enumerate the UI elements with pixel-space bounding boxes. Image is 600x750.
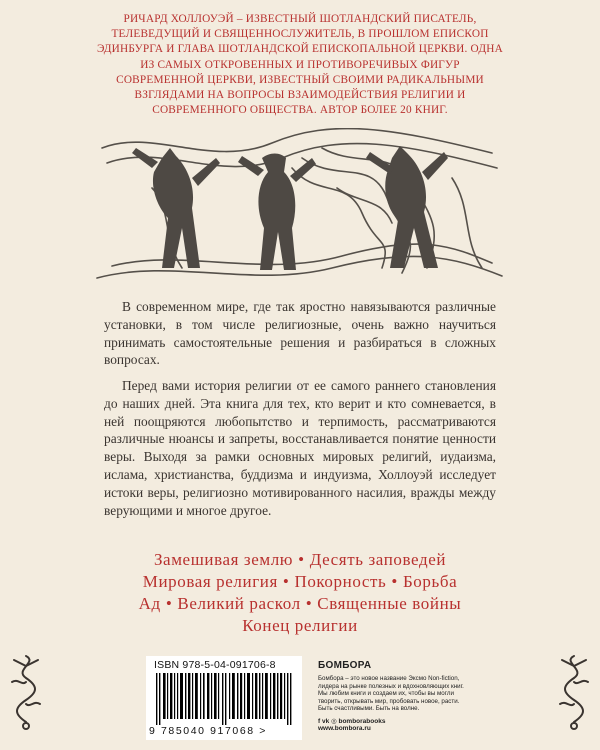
woodcut-illustration	[92, 128, 508, 288]
topic-item: Священные войны	[317, 594, 462, 613]
topics-row-2	[100, 571, 500, 593]
serpent-ornament-icon	[554, 652, 594, 732]
publisher-website: www.bombora.ru	[318, 724, 371, 732]
topic-item: Мировая религия	[142, 572, 278, 591]
author-bio: РИЧАРД ХОЛЛОУЭЙ – ИЗВЕСТНЫЙ ШОТЛАНДСКИЙ ПИСАТЕЛЬ, ТЕЛЕВЕДУЩИЙ И СВЯЩЕННОСЛУЖИТЕЛЬ, В ПРОШЛОМ ЕПИСКОП ЭДИНБУРГА И ГЛАВА ШОТЛАНДСКОЙ ЕПИСКОПАЛЬНОЙ ЦЕРКВИ. ОДНА ИЗ САМЫХ ОТКРОВЕННЫХ И ПРОТИВОРЕЧИВЫХ ФИГУР СОВРЕМЕННОЙ ЦЕРКВИ, ИЗВЕСТНЫЙ СВОИМИ РАДИКАЛЬНЫМИ ВЗГЛЯДАМИ НА ВОПРОСЫ ВЗАИМОДЕЙСТВИЯ РЕЛИГИИ И СОВРЕМЕННОГО ОБЩЕСТВА. АВТОР БОЛЕЕ 20 КНИГ.	[97, 13, 503, 117]
barcode-bars	[154, 673, 294, 725]
barcode-block	[146, 656, 302, 740]
topic-item: Покорность	[294, 572, 387, 591]
bullet-separator: •	[298, 550, 305, 569]
bullet-separator: •	[305, 594, 313, 613]
bullet-separator: •	[165, 594, 173, 613]
chapter-topics	[100, 549, 500, 637]
topic-item: Замешивая землю	[153, 550, 294, 569]
serpent-ornament-icon	[6, 652, 46, 732]
topic-item: Десять заповедей	[309, 550, 447, 569]
topic-item: Великий раскол	[177, 594, 301, 613]
description-paragraph-1: В современном мире, где так яростно навязываются различные установки, в том числе религиозные, очень важно научиться принимать самостоятельные решения и разбираться в сложных вопросах.	[104, 299, 496, 368]
topics-row-1	[100, 549, 500, 571]
description-paragraph-2: Перед вами история религии от ее самого раннего становления до наших дней. Эта книга для тех, кто верит и кто сомневается, в ней поощряются любопытство и терпимость, рассматриваются различные нюансы и запреты, восстанавливается понятие ценности веры. Выходя за рамки основных мировых религий, иудаизма, ислама, христианства, буддизма и индуизма, Холлоуэй исследует истоки веры, религиозно мотивированного насилия, вражды между верующими и многое другое.	[104, 378, 496, 518]
isbn-label: ISBN 978-5-04-091706-8	[154, 659, 276, 671]
topics-row-3	[100, 593, 500, 615]
topic-item: Конец религии	[242, 616, 358, 635]
topic-item: Борьба	[402, 572, 458, 591]
publisher-name: БОМБОРА	[318, 660, 372, 671]
bullet-separator: •	[391, 572, 398, 591]
publisher-block	[318, 660, 468, 732]
publisher-social: f vk ◎ bomborabooks	[318, 717, 386, 725]
publisher-description: Бомбора – это новое название Эксмо Non-fiction, лидера на рынке полезных и вдохновляющих книг. Мы любим книги и создаем их, чтобы вы могли творить, открывать мир, пробовать новое, расти. Быть счастливыми. Быть на волне.	[318, 675, 464, 713]
topics-row-4	[100, 615, 500, 637]
barcode-number: 9 785040 917068 >	[149, 725, 267, 737]
bullet-separator: •	[282, 572, 290, 591]
topic-item: Ад	[138, 594, 161, 613]
